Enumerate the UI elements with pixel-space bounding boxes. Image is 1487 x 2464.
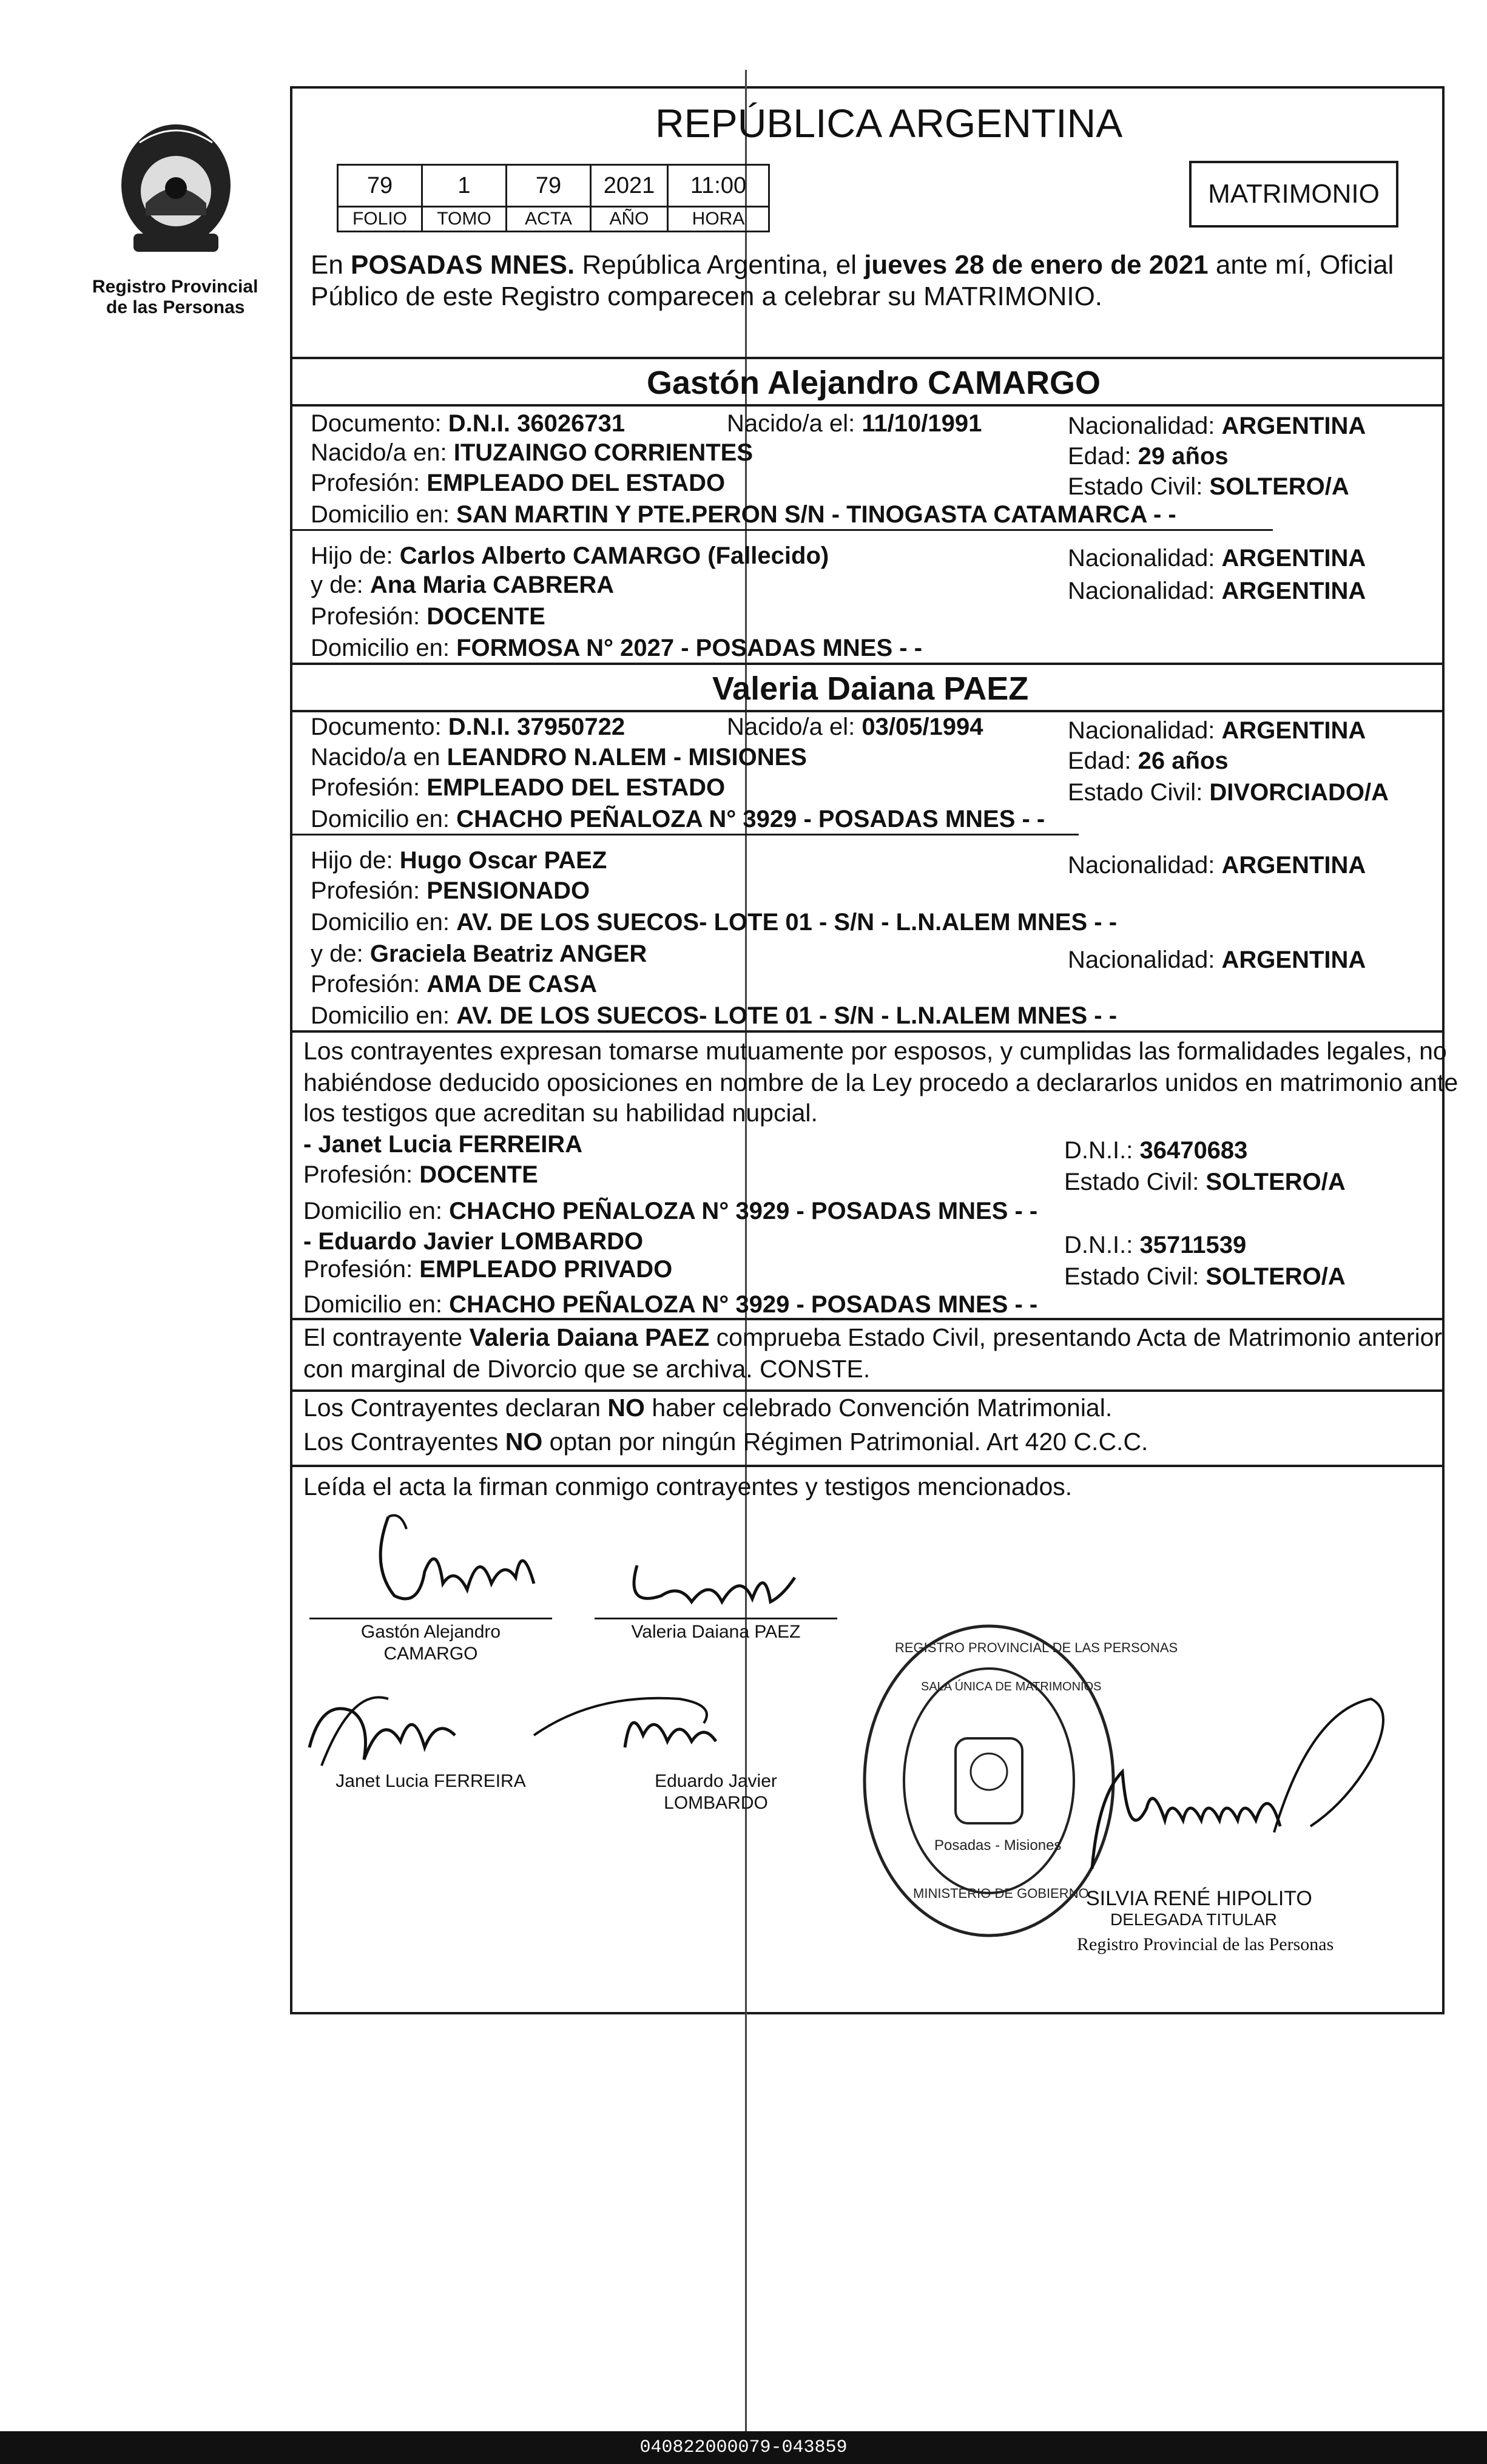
divider bbox=[290, 1389, 1445, 1392]
convention-statement: Los Contrayentes declaran NO haber celebrado Convención Matrimonial. bbox=[303, 1394, 1113, 1422]
bride-birthdate: Nacido/a el: 03/05/1994 bbox=[727, 714, 983, 740]
divider bbox=[290, 710, 1445, 712]
folio-label: FOLIO bbox=[337, 206, 423, 232]
acta-value: 79 bbox=[505, 164, 592, 208]
declaration-line-3: los testigos que acreditan su habilidad nupcial. bbox=[303, 1099, 818, 1127]
groom-father-nationality: Nacionalidad: ARGENTINA bbox=[1068, 545, 1366, 572]
witness-1-profession: Profesión: DOCENTE bbox=[303, 1161, 538, 1188]
groom-name: Gastón Alejandro CAMARGO bbox=[647, 365, 1101, 401]
witness-2-name: - Eduardo Javier LOMBARDO bbox=[303, 1228, 644, 1255]
intro-line-2: Público de este Registro comparecen a celebrar su MATRIMONIO. bbox=[311, 282, 1103, 311]
witness-1-civil-status: Estado Civil: SOLTERO/A bbox=[1064, 1169, 1346, 1195]
bride-profession: Profesión: EMPLEADO DEL ESTADO bbox=[311, 774, 726, 801]
document-title: REPÚBLICA ARGENTINA bbox=[655, 101, 1123, 146]
stamp-city: Posadas - Misiones bbox=[934, 1837, 1062, 1854]
civil-status-note-line-2: con marginal de Divorcio que se archiva. CONSTE. bbox=[303, 1355, 871, 1383]
groom-address: Domicilio en: SAN MARTIN Y PTE.PERON S/N - TINOGASTA CATAMARCA - - bbox=[311, 501, 1176, 528]
bride-signature-name: Valeria Daiana PAEZ bbox=[631, 1622, 801, 1642]
regime-statement: Los Contrayentes NO optan por ningún Régimen Patrimonial. Art 420 C.C.C. bbox=[303, 1428, 1148, 1456]
divider bbox=[290, 663, 1445, 665]
groom-signature bbox=[352, 1493, 570, 1626]
year-label: AÑO bbox=[590, 206, 669, 232]
bride-father: Hijo de: Hugo Oscar PAEZ bbox=[311, 847, 607, 874]
witness-1-dni: D.N.I.: 36470683 bbox=[1064, 1137, 1248, 1164]
groom-nationality: Nacionalidad: ARGENTINA bbox=[1068, 413, 1366, 439]
civil-status-note-line-1: El contrayente Valeria Daiana PAEZ comprueba Estado Civil, presentando Acta de Matrimonio anterior bbox=[303, 1323, 1443, 1351]
bride-mother: y de: Graciela Beatriz ANGER bbox=[311, 940, 647, 967]
witness-2-profession: Profesión: EMPLEADO PRIVADO bbox=[303, 1256, 673, 1283]
bride-mother-nationality: Nacionalidad: ARGENTINA bbox=[1068, 947, 1366, 973]
groom-mother: y de: Ana Maria CABRERA bbox=[311, 572, 615, 598]
groom-signature-name: Gastón Alejandro CAMARGO bbox=[360, 1622, 501, 1664]
bride-signature bbox=[613, 1541, 807, 1626]
groom-parents-profession: Profesión: DOCENTE bbox=[311, 603, 545, 630]
bride-father-nationality: Nacionalidad: ARGENTINA bbox=[1068, 852, 1366, 879]
bride-father-profession: Profesión: PENSIONADO bbox=[311, 877, 590, 904]
bride-birthplace: Nacido/a en LEANDRO N.ALEM - MISIONES bbox=[311, 744, 807, 771]
groom-document: Documento: D.N.I. 36026731 bbox=[311, 410, 625, 437]
hour-value: 11:00 bbox=[667, 164, 770, 208]
declaration-line-2: habiéndose deducido oposiciones en nombre de la Ley procedo a declararlos unidos en matrimonio ante bbox=[303, 1068, 1458, 1096]
groom-profession: Profesión: EMPLEADO DEL ESTADO bbox=[311, 470, 726, 496]
witness-2-dni: D.N.I.: 35711539 bbox=[1064, 1232, 1247, 1258]
groom-age: Edad: 29 años bbox=[1068, 443, 1229, 470]
stamp-ministry: MINISTERIO DE GOBIERNO bbox=[913, 1886, 1089, 1901]
bride-age: Edad: 26 años bbox=[1068, 748, 1229, 774]
bride-mother-address: Domicilio en: AV. DE LOS SUECOS- LOTE 01 - S/N - L.N.ALEM MNES - - bbox=[311, 1002, 1118, 1029]
underline bbox=[290, 834, 1079, 835]
bride-civil-status: Estado Civil: DIVORCIADO/A bbox=[1068, 779, 1389, 806]
tomo-value: 1 bbox=[421, 164, 507, 208]
groom-birthplace: Nacido/a en: ITUZAINGO CORRIENTES bbox=[311, 439, 754, 466]
bride-name: Valeria Daiana PAEZ bbox=[712, 670, 1029, 707]
stamp-outer-text: REGISTRO PROVINCIAL DE LAS PERSONAS bbox=[895, 1640, 1178, 1655]
hour-label: HORA bbox=[667, 206, 770, 232]
groom-signature-line bbox=[309, 1618, 552, 1619]
scan-code: 040822000079-043859 bbox=[639, 2437, 848, 2458]
officer-signature bbox=[1056, 1662, 1395, 1899]
bride-signature-line bbox=[595, 1618, 837, 1619]
year-value: 2021 bbox=[590, 164, 669, 208]
divider bbox=[290, 1465, 1445, 1467]
bride-mother-profession: Profesión: AMA DE CASA bbox=[311, 971, 597, 997]
divider bbox=[290, 404, 1445, 407]
act-type-box: MATRIMONIO bbox=[1189, 161, 1398, 228]
groom-parents-address: Domicilio en: FORMOSA N° 2027 - POSADAS MNES - - bbox=[311, 635, 923, 661]
bride-address: Domicilio en: CHACHO PEÑALOZA N° 3929 - POSADAS MNES - - bbox=[311, 806, 1045, 832]
witness-2-signature bbox=[522, 1681, 764, 1772]
witness-1-signature-name: Janet Lucia FERREIRA bbox=[336, 1771, 526, 1791]
witness-1-signature bbox=[297, 1675, 504, 1772]
officer-name: SILVIA RENÉ HIPOLITO bbox=[1086, 1887, 1312, 1910]
groom-mother-nationality: Nacionalidad: ARGENTINA bbox=[1068, 578, 1366, 604]
logo-caption-line2: de las Personas bbox=[106, 297, 245, 317]
officer-registry: Registro Provincial de las Personas bbox=[1077, 1934, 1334, 1954]
scan-barcode-footer bbox=[0, 2431, 1487, 2464]
underline bbox=[290, 529, 1273, 531]
officer-title: DELEGADA TITULAR bbox=[1110, 1910, 1277, 1929]
folio-value: 79 bbox=[337, 164, 423, 208]
divider bbox=[290, 1318, 1445, 1320]
groom-father: Hijo de: Carlos Alberto CAMARGO (Fallecido) bbox=[311, 542, 829, 569]
declaration-line-1: Los contrayentes expresan tomarse mutuamente por esposos, y cumplidas las formalidades legales, no bbox=[303, 1037, 1447, 1065]
groom-birthdate: Nacido/a el: 11/10/1991 bbox=[727, 410, 982, 437]
witness-1-address: Domicilio en: CHACHO PEÑALOZA N° 3929 - POSADAS MNES - - bbox=[303, 1198, 1038, 1224]
province-logo bbox=[97, 112, 255, 270]
witness-1-name: - Janet Lucia FERREIRA bbox=[303, 1131, 583, 1158]
divider bbox=[290, 1030, 1445, 1033]
witness-2-civil-status: Estado Civil: SOLTERO/A bbox=[1064, 1263, 1346, 1290]
bride-nationality: Nacionalidad: ARGENTINA bbox=[1068, 717, 1366, 744]
groom-civil-status: Estado Civil: SOLTERO/A bbox=[1068, 473, 1349, 500]
divider bbox=[290, 357, 1445, 359]
witness-2-address: Domicilio en: CHACHO PEÑALOZA N° 3929 - POSADAS MNES - - bbox=[303, 1291, 1038, 1318]
acta-label: ACTA bbox=[505, 206, 592, 232]
logo-caption-line1: Registro Provincial bbox=[92, 277, 258, 297]
stamp-inner-text: SALA ÚNICA DE MATRIMONIOS bbox=[921, 1680, 1102, 1693]
bride-document: Documento: D.N.I. 37950722 bbox=[311, 714, 625, 740]
tomo-label: TOMO bbox=[421, 206, 507, 232]
witness-2-signature-name: Eduardo Javier LOMBARDO bbox=[655, 1771, 777, 1813]
bride-father-address: Domicilio en: AV. DE LOS SUECOS- LOTE 01 - S/N - L.N.ALEM MNES - - bbox=[311, 909, 1118, 936]
intro-line-1: En POSADAS MNES. República Argentina, el jueves 28 de enero de 2021 ante mí, Oficial bbox=[311, 250, 1394, 280]
closing-statement: Leída el acta la firman conmigo contrayentes y testigos mencionados. bbox=[303, 1473, 1073, 1500]
